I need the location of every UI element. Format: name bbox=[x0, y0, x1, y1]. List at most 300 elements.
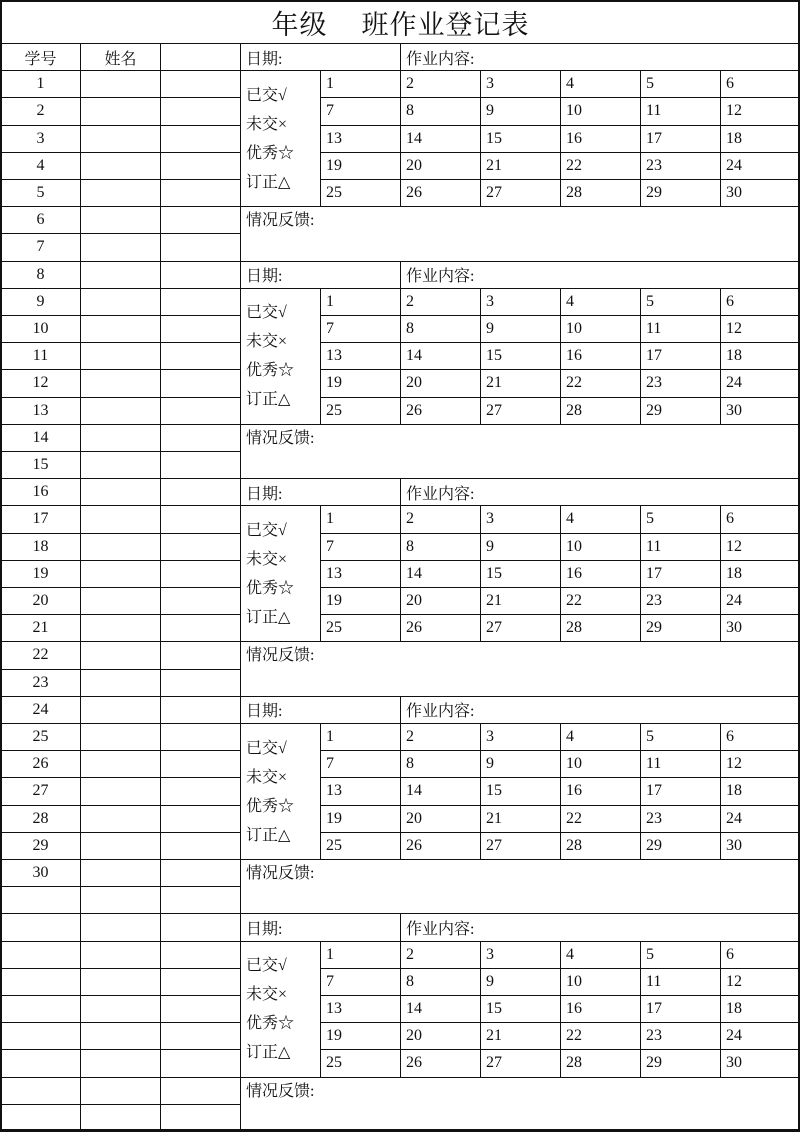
student-status-cell[interactable]: 25 bbox=[320, 1049, 401, 1077]
student-status-cell[interactable]: 1 bbox=[320, 723, 401, 751]
student-status-cell[interactable]: 24 bbox=[720, 369, 800, 397]
content-field[interactable]: 作业内容: bbox=[400, 913, 800, 941]
student-status-cell[interactable]: 22 bbox=[560, 152, 641, 180]
student-status-cell[interactable]: 3 bbox=[480, 723, 561, 751]
student-status-cell[interactable]: 15 bbox=[480, 777, 561, 805]
student-name-cell[interactable] bbox=[80, 723, 161, 751]
student-name-cell[interactable] bbox=[80, 342, 161, 370]
student-status-cell[interactable]: 3 bbox=[480, 288, 561, 316]
student-status-cell[interactable]: 30 bbox=[720, 397, 800, 425]
student-status-cell[interactable]: 22 bbox=[560, 587, 641, 615]
student-status-cell[interactable]: 19 bbox=[320, 369, 401, 397]
student-id-cell: 21 bbox=[0, 614, 81, 642]
feedback-field[interactable]: 情况反馈: bbox=[240, 859, 800, 914]
student-name-cell[interactable] bbox=[80, 913, 161, 941]
student-extra-cell[interactable] bbox=[160, 886, 241, 914]
student-name-cell[interactable] bbox=[80, 560, 161, 588]
student-status-cell[interactable]: 14 bbox=[400, 125, 481, 153]
student-status-cell[interactable]: 29 bbox=[640, 614, 721, 642]
student-status-cell[interactable]: 22 bbox=[560, 369, 641, 397]
student-extra-cell[interactable] bbox=[160, 587, 241, 615]
student-status-cell[interactable]: 26 bbox=[400, 832, 481, 860]
student-status-cell[interactable]: 2 bbox=[400, 288, 481, 316]
student-status-cell[interactable]: 21 bbox=[480, 152, 561, 180]
student-status-cell[interactable]: 6 bbox=[720, 70, 800, 98]
student-status-cell[interactable]: 4 bbox=[560, 288, 641, 316]
student-status-cell[interactable]: 22 bbox=[560, 805, 641, 833]
student-name-cell[interactable] bbox=[80, 859, 161, 887]
student-status-cell[interactable]: 19 bbox=[320, 587, 401, 615]
student-extra-cell[interactable] bbox=[160, 125, 241, 153]
student-id-cell: 24 bbox=[0, 696, 81, 724]
student-id-cell bbox=[0, 941, 81, 969]
student-status-cell[interactable]: 23 bbox=[640, 587, 721, 615]
student-status-cell[interactable]: 28 bbox=[560, 1049, 641, 1077]
student-status-cell[interactable]: 3 bbox=[480, 70, 561, 98]
status-legend bbox=[240, 941, 321, 1078]
student-status-cell[interactable]: 1 bbox=[320, 288, 401, 316]
student-status-cell[interactable]: 24 bbox=[720, 1022, 800, 1050]
student-status-cell[interactable]: 23 bbox=[640, 1022, 721, 1050]
student-status-cell[interactable]: 6 bbox=[720, 505, 800, 533]
student-id-cell: 12 bbox=[0, 369, 81, 397]
student-extra-cell[interactable] bbox=[160, 1022, 241, 1050]
student-status-cell[interactable]: 18 bbox=[720, 995, 800, 1023]
student-status-cell[interactable]: 27 bbox=[480, 179, 561, 207]
student-extra-cell[interactable] bbox=[160, 478, 241, 506]
content-field[interactable]: 作业内容: bbox=[400, 696, 800, 724]
student-status-cell[interactable]: 15 bbox=[480, 342, 561, 370]
student-status-cell[interactable]: 1 bbox=[320, 505, 401, 533]
student-status-cell[interactable]: 10 bbox=[560, 968, 641, 996]
content-field[interactable]: 作业内容: bbox=[400, 43, 800, 71]
student-status-cell[interactable]: 9 bbox=[480, 315, 561, 343]
legend-item: 已交√ bbox=[246, 521, 287, 539]
student-status-cell[interactable]: 26 bbox=[400, 397, 481, 425]
legend-item: 优秀☆ bbox=[246, 579, 295, 597]
student-status-cell[interactable]: 21 bbox=[480, 587, 561, 615]
student-status-cell[interactable]: 20 bbox=[400, 587, 481, 615]
student-status-cell[interactable]: 8 bbox=[400, 315, 481, 343]
student-id-cell: 14 bbox=[0, 424, 81, 452]
student-status-cell[interactable]: 16 bbox=[560, 777, 641, 805]
student-status-cell[interactable]: 11 bbox=[640, 533, 721, 561]
student-status-cell[interactable]: 5 bbox=[640, 723, 721, 751]
feedback-field[interactable]: 情况反馈: bbox=[240, 1077, 800, 1132]
student-extra-cell[interactable] bbox=[160, 342, 241, 370]
student-id-cell: 5 bbox=[0, 179, 81, 207]
student-id-cell: 25 bbox=[0, 723, 81, 751]
legend-item: 订正△ bbox=[246, 1044, 291, 1062]
student-name-cell[interactable] bbox=[80, 995, 161, 1023]
student-extra-cell[interactable] bbox=[160, 451, 241, 479]
student-extra-cell[interactable] bbox=[160, 913, 241, 941]
student-name-cell[interactable] bbox=[80, 315, 161, 343]
student-status-cell[interactable]: 7 bbox=[320, 533, 401, 561]
legend-item: 未交× bbox=[246, 115, 288, 133]
student-status-cell[interactable]: 19 bbox=[320, 1022, 401, 1050]
student-status-cell[interactable]: 3 bbox=[480, 505, 561, 533]
student-status-cell[interactable]: 12 bbox=[720, 97, 800, 125]
student-name-cell[interactable] bbox=[80, 641, 161, 669]
student-extra-cell[interactable] bbox=[160, 1049, 241, 1077]
student-status-cell[interactable]: 11 bbox=[640, 315, 721, 343]
student-status-cell[interactable]: 13 bbox=[320, 125, 401, 153]
student-status-cell[interactable]: 2 bbox=[400, 723, 481, 751]
student-status-cell[interactable]: 12 bbox=[720, 533, 800, 561]
student-status-cell[interactable]: 2 bbox=[400, 941, 481, 969]
student-extra-cell[interactable] bbox=[160, 505, 241, 533]
student-id-cell bbox=[0, 913, 81, 941]
student-extra-cell[interactable] bbox=[160, 315, 241, 343]
student-status-cell[interactable]: 4 bbox=[560, 70, 641, 98]
legend-item: 订正△ bbox=[246, 826, 291, 844]
student-status-cell[interactable]: 24 bbox=[720, 805, 800, 833]
student-status-cell[interactable]: 10 bbox=[560, 97, 641, 125]
student-name-cell[interactable] bbox=[80, 152, 161, 180]
student-status-cell[interactable]: 24 bbox=[720, 152, 800, 180]
student-status-cell[interactable]: 17 bbox=[640, 560, 721, 588]
student-status-cell[interactable]: 25 bbox=[320, 179, 401, 207]
student-extra-cell[interactable] bbox=[160, 97, 241, 125]
student-extra-cell[interactable] bbox=[160, 995, 241, 1023]
student-id-cell: 10 bbox=[0, 315, 81, 343]
student-status-cell[interactable]: 30 bbox=[720, 179, 800, 207]
student-status-cell[interactable]: 23 bbox=[640, 152, 721, 180]
student-id-cell: 30 bbox=[0, 859, 81, 887]
student-status-cell[interactable]: 9 bbox=[480, 97, 561, 125]
student-id-cell: 6 bbox=[0, 206, 81, 234]
student-id-cell bbox=[0, 1104, 81, 1132]
date-field[interactable]: 日期: bbox=[240, 43, 401, 71]
student-status-cell[interactable]: 8 bbox=[400, 750, 481, 778]
student-status-cell[interactable]: 25 bbox=[320, 614, 401, 642]
student-id-cell bbox=[0, 1022, 81, 1050]
student-extra-cell[interactable] bbox=[160, 614, 241, 642]
student-extra-cell[interactable] bbox=[160, 152, 241, 180]
legend-item: 优秀☆ bbox=[246, 797, 295, 815]
student-id-cell: 22 bbox=[0, 641, 81, 669]
student-id-cell: 11 bbox=[0, 342, 81, 370]
student-status-cell[interactable]: 25 bbox=[320, 832, 401, 860]
student-name-cell[interactable] bbox=[80, 70, 161, 98]
student-extra-cell[interactable] bbox=[160, 533, 241, 561]
student-name-cell[interactable] bbox=[80, 451, 161, 479]
student-status-cell[interactable]: 3 bbox=[480, 941, 561, 969]
student-status-cell[interactable]: 17 bbox=[640, 995, 721, 1023]
student-extra-cell[interactable] bbox=[160, 206, 241, 234]
feedback-field[interactable]: 情况反馈: bbox=[240, 206, 800, 261]
legend-item: 未交× bbox=[246, 768, 288, 786]
student-status-cell[interactable]: 4 bbox=[560, 505, 641, 533]
student-status-cell[interactable]: 23 bbox=[640, 369, 721, 397]
student-status-cell[interactable]: 6 bbox=[720, 288, 800, 316]
title-grade: 年级 bbox=[271, 9, 328, 40]
student-extra-cell[interactable] bbox=[160, 288, 241, 316]
student-id-cell: 16 bbox=[0, 478, 81, 506]
student-status-cell[interactable]: 14 bbox=[400, 342, 481, 370]
student-status-cell[interactable]: 2 bbox=[400, 70, 481, 98]
student-status-cell[interactable]: 18 bbox=[720, 560, 800, 588]
student-status-cell[interactable]: 10 bbox=[560, 315, 641, 343]
student-status-cell[interactable]: 15 bbox=[480, 560, 561, 588]
student-id-cell bbox=[0, 968, 81, 996]
student-status-cell[interactable]: 7 bbox=[320, 750, 401, 778]
student-extra-cell[interactable] bbox=[160, 70, 241, 98]
student-extra-cell[interactable] bbox=[160, 424, 241, 452]
student-status-cell[interactable]: 25 bbox=[320, 397, 401, 425]
student-status-cell[interactable]: 8 bbox=[400, 968, 481, 996]
student-status-cell[interactable]: 8 bbox=[400, 97, 481, 125]
student-extra-cell[interactable] bbox=[160, 750, 241, 778]
status-legend bbox=[240, 288, 321, 425]
legend-item: 未交× bbox=[246, 986, 288, 1004]
student-name-cell[interactable] bbox=[80, 97, 161, 125]
student-name-cell[interactable] bbox=[80, 288, 161, 316]
student-name-cell[interactable] bbox=[80, 125, 161, 153]
student-status-cell[interactable]: 12 bbox=[720, 968, 800, 996]
date-field[interactable]: 日期: bbox=[240, 478, 401, 506]
student-name-cell[interactable] bbox=[80, 424, 161, 452]
student-status-cell[interactable]: 20 bbox=[400, 1022, 481, 1050]
student-status-cell[interactable]: 18 bbox=[720, 125, 800, 153]
student-status-cell[interactable]: 13 bbox=[320, 995, 401, 1023]
student-status-cell[interactable]: 16 bbox=[560, 995, 641, 1023]
student-status-cell[interactable]: 21 bbox=[480, 1022, 561, 1050]
student-name-cell[interactable] bbox=[80, 1049, 161, 1077]
student-id-cell bbox=[0, 886, 81, 914]
student-id-cell: 26 bbox=[0, 750, 81, 778]
title-main: 班作业登记表 bbox=[361, 9, 530, 40]
student-name-cell[interactable] bbox=[80, 261, 161, 289]
student-status-cell[interactable]: 7 bbox=[320, 97, 401, 125]
student-status-cell[interactable]: 11 bbox=[640, 968, 721, 996]
legend-item: 已交√ bbox=[246, 304, 287, 322]
student-id-cell bbox=[0, 995, 81, 1023]
student-status-cell[interactable]: 26 bbox=[400, 1049, 481, 1077]
student-status-cell[interactable]: 14 bbox=[400, 995, 481, 1023]
student-status-cell[interactable]: 29 bbox=[640, 832, 721, 860]
student-id-cell: 23 bbox=[0, 669, 81, 697]
student-status-cell[interactable]: 30 bbox=[720, 832, 800, 860]
student-status-cell[interactable]: 7 bbox=[320, 315, 401, 343]
page-title bbox=[0, 0, 800, 44]
student-status-cell[interactable]: 9 bbox=[480, 533, 561, 561]
student-id-cell: 4 bbox=[0, 152, 81, 180]
feedback-field[interactable]: 情况反馈: bbox=[240, 424, 800, 479]
feedback-field[interactable]: 情况反馈: bbox=[240, 641, 800, 696]
student-status-cell[interactable]: 28 bbox=[560, 179, 641, 207]
student-status-cell[interactable]: 5 bbox=[640, 941, 721, 969]
student-status-cell[interactable]: 29 bbox=[640, 179, 721, 207]
student-id-cell: 1 bbox=[0, 70, 81, 98]
student-status-cell[interactable]: 21 bbox=[480, 805, 561, 833]
student-status-cell[interactable]: 12 bbox=[720, 315, 800, 343]
student-status-cell[interactable]: 15 bbox=[480, 995, 561, 1023]
student-extra-cell[interactable] bbox=[160, 805, 241, 833]
student-status-cell[interactable]: 19 bbox=[320, 805, 401, 833]
student-id-cell: 7 bbox=[0, 233, 81, 261]
student-status-cell[interactable]: 16 bbox=[560, 342, 641, 370]
student-status-cell[interactable]: 20 bbox=[400, 369, 481, 397]
student-status-cell[interactable]: 24 bbox=[720, 587, 800, 615]
student-id-cell: 17 bbox=[0, 505, 81, 533]
student-extra-cell[interactable] bbox=[160, 968, 241, 996]
student-extra-cell[interactable] bbox=[160, 641, 241, 669]
student-extra-cell[interactable] bbox=[160, 261, 241, 289]
student-status-cell[interactable]: 19 bbox=[320, 152, 401, 180]
student-name-cell[interactable] bbox=[80, 505, 161, 533]
student-status-cell[interactable]: 11 bbox=[640, 97, 721, 125]
student-extra-cell[interactable] bbox=[160, 1104, 241, 1132]
student-status-cell[interactable]: 8 bbox=[400, 533, 481, 561]
student-extra-cell[interactable] bbox=[160, 777, 241, 805]
student-status-cell[interactable]: 14 bbox=[400, 777, 481, 805]
student-name-cell[interactable] bbox=[80, 669, 161, 697]
student-status-cell[interactable]: 4 bbox=[560, 941, 641, 969]
student-status-cell[interactable]: 30 bbox=[720, 614, 800, 642]
student-name-cell[interactable] bbox=[80, 587, 161, 615]
student-name-cell[interactable] bbox=[80, 832, 161, 860]
student-name-cell[interactable] bbox=[80, 478, 161, 506]
student-status-cell[interactable]: 16 bbox=[560, 560, 641, 588]
student-status-cell[interactable]: 27 bbox=[480, 1049, 561, 1077]
student-status-cell[interactable]: 10 bbox=[560, 750, 641, 778]
student-status-cell[interactable]: 7 bbox=[320, 968, 401, 996]
student-name-cell[interactable] bbox=[80, 750, 161, 778]
student-status-cell[interactable]: 6 bbox=[720, 723, 800, 751]
student-name-cell[interactable] bbox=[80, 886, 161, 914]
student-status-cell[interactable]: 5 bbox=[640, 505, 721, 533]
student-status-cell[interactable]: 1 bbox=[320, 941, 401, 969]
student-name-cell[interactable] bbox=[80, 805, 161, 833]
legend-item: 未交× bbox=[246, 550, 288, 568]
student-id-cell: 13 bbox=[0, 397, 81, 425]
student-status-cell[interactable]: 21 bbox=[480, 369, 561, 397]
student-status-cell[interactable]: 29 bbox=[640, 397, 721, 425]
student-status-cell[interactable]: 13 bbox=[320, 560, 401, 588]
student-status-cell[interactable]: 28 bbox=[560, 397, 641, 425]
student-status-cell[interactable]: 11 bbox=[640, 750, 721, 778]
student-extra-cell[interactable] bbox=[160, 397, 241, 425]
student-name-cell[interactable] bbox=[80, 696, 161, 724]
student-name-cell[interactable] bbox=[80, 533, 161, 561]
legend-item: 订正△ bbox=[246, 608, 291, 626]
student-name-cell[interactable] bbox=[80, 179, 161, 207]
student-status-cell[interactable]: 20 bbox=[400, 152, 481, 180]
date-field[interactable]: 日期: bbox=[240, 913, 401, 941]
student-extra-cell[interactable] bbox=[160, 723, 241, 751]
student-name-cell[interactable] bbox=[80, 1104, 161, 1132]
date-field[interactable]: 日期: bbox=[240, 261, 401, 289]
student-status-cell[interactable]: 26 bbox=[400, 614, 481, 642]
student-name-cell[interactable] bbox=[80, 1022, 161, 1050]
student-name-cell[interactable] bbox=[80, 1077, 161, 1105]
student-extra-cell[interactable] bbox=[160, 369, 241, 397]
student-status-cell[interactable]: 13 bbox=[320, 777, 401, 805]
legend-item: 已交√ bbox=[246, 957, 287, 975]
student-id-cell: 8 bbox=[0, 261, 81, 289]
student-status-cell[interactable]: 30 bbox=[720, 1049, 800, 1077]
student-name-cell[interactable] bbox=[80, 941, 161, 969]
header-student-id: 学号 bbox=[0, 43, 81, 71]
student-id-cell: 15 bbox=[0, 451, 81, 479]
student-extra-cell[interactable] bbox=[160, 233, 241, 261]
status-legend bbox=[240, 505, 321, 642]
student-status-cell[interactable]: 4 bbox=[560, 723, 641, 751]
content-field[interactable]: 作业内容: bbox=[400, 478, 800, 506]
student-status-cell[interactable]: 27 bbox=[480, 832, 561, 860]
status-legend bbox=[240, 70, 321, 207]
student-status-cell[interactable]: 28 bbox=[560, 832, 641, 860]
student-name-cell[interactable] bbox=[80, 614, 161, 642]
student-extra-cell[interactable] bbox=[160, 179, 241, 207]
student-name-cell[interactable] bbox=[80, 397, 161, 425]
student-status-cell[interactable]: 23 bbox=[640, 805, 721, 833]
status-legend bbox=[240, 723, 321, 860]
student-status-cell[interactable]: 26 bbox=[400, 179, 481, 207]
student-status-cell[interactable]: 16 bbox=[560, 125, 641, 153]
legend-item: 订正△ bbox=[246, 173, 291, 191]
student-status-cell[interactable]: 14 bbox=[400, 560, 481, 588]
student-status-cell[interactable]: 27 bbox=[480, 614, 561, 642]
student-extra-cell[interactable] bbox=[160, 560, 241, 588]
student-status-cell[interactable]: 12 bbox=[720, 750, 800, 778]
student-status-cell[interactable]: 10 bbox=[560, 533, 641, 561]
student-name-cell[interactable] bbox=[80, 968, 161, 996]
student-id-cell: 2 bbox=[0, 97, 81, 125]
student-status-cell[interactable]: 5 bbox=[640, 70, 721, 98]
student-extra-cell[interactable] bbox=[160, 696, 241, 724]
legend-item: 已交√ bbox=[246, 739, 287, 757]
student-status-cell[interactable]: 18 bbox=[720, 342, 800, 370]
content-field[interactable]: 作业内容: bbox=[400, 261, 800, 289]
student-extra-cell[interactable] bbox=[160, 832, 241, 860]
student-extra-cell[interactable] bbox=[160, 1077, 241, 1105]
student-status-cell[interactable]: 1 bbox=[320, 70, 401, 98]
student-name-cell[interactable] bbox=[80, 233, 161, 261]
student-status-cell[interactable]: 22 bbox=[560, 1022, 641, 1050]
student-status-cell[interactable]: 5 bbox=[640, 288, 721, 316]
student-status-cell[interactable]: 17 bbox=[640, 777, 721, 805]
student-status-cell[interactable]: 13 bbox=[320, 342, 401, 370]
student-status-cell[interactable]: 20 bbox=[400, 805, 481, 833]
student-extra-cell[interactable] bbox=[160, 669, 241, 697]
header-extra bbox=[160, 43, 241, 71]
date-field[interactable]: 日期: bbox=[240, 696, 401, 724]
student-name-cell[interactable] bbox=[80, 777, 161, 805]
student-extra-cell[interactable] bbox=[160, 859, 241, 887]
student-status-cell[interactable]: 6 bbox=[720, 941, 800, 969]
student-status-cell[interactable]: 17 bbox=[640, 342, 721, 370]
student-id-cell: 19 bbox=[0, 560, 81, 588]
student-status-cell[interactable]: 18 bbox=[720, 777, 800, 805]
student-status-cell[interactable]: 29 bbox=[640, 1049, 721, 1077]
student-name-cell[interactable] bbox=[80, 206, 161, 234]
student-id-cell bbox=[0, 1049, 81, 1077]
student-status-cell[interactable]: 2 bbox=[400, 505, 481, 533]
student-status-cell[interactable]: 9 bbox=[480, 968, 561, 996]
student-id-cell: 18 bbox=[0, 533, 81, 561]
student-status-cell[interactable]: 27 bbox=[480, 397, 561, 425]
student-extra-cell[interactable] bbox=[160, 941, 241, 969]
student-status-cell[interactable]: 15 bbox=[480, 125, 561, 153]
student-status-cell[interactable]: 28 bbox=[560, 614, 641, 642]
student-name-cell[interactable] bbox=[80, 369, 161, 397]
student-status-cell[interactable]: 17 bbox=[640, 125, 721, 153]
legend-item: 已交√ bbox=[246, 86, 287, 104]
student-status-cell[interactable]: 9 bbox=[480, 750, 561, 778]
